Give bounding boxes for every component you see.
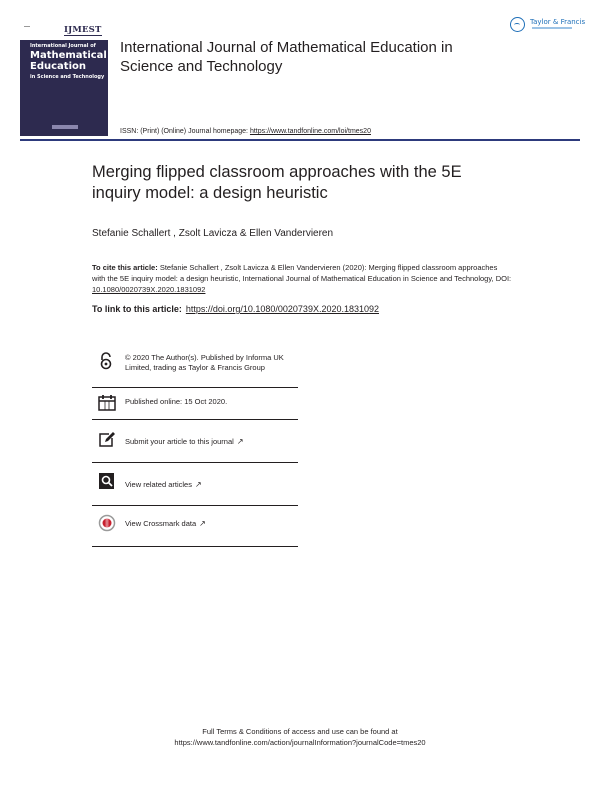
published-panel [92, 394, 298, 412]
cover-mark [24, 26, 30, 30]
panel-divider [92, 462, 298, 463]
journal-title: International Journal of Mathematical Education in Science and Technology [120, 39, 453, 75]
publisher-logo [510, 17, 590, 37]
panel-divider [92, 505, 298, 506]
crossmark-icon [98, 514, 114, 530]
article-link-line [92, 304, 379, 314]
cover-brand: IJMEST [64, 25, 102, 35]
crossmark-link[interactable] [125, 519, 297, 529]
header-rule [20, 139, 580, 141]
submit-article-link[interactable] [125, 437, 297, 447]
panel-divider [92, 546, 298, 547]
cover-line-2: Mathematical Education [30, 50, 107, 72]
article-link-label: To link to this article: [92, 304, 182, 314]
related-articles-link[interactable] [125, 480, 297, 490]
terms-text: Full Terms & Conditions of access and use can be found at [202, 727, 398, 736]
edit-icon [98, 431, 114, 447]
submit-article-panel[interactable] [92, 431, 298, 449]
article-doi-url[interactable]: https://doi.org/10.1080/0020739X.2020.1831092 [185, 304, 380, 314]
crossmark-panel[interactable] [92, 514, 298, 534]
published-date-text: Published online: 15 Oct 2020. [125, 397, 228, 406]
terms-url[interactable]: https://www.tandfonline.com/action/journalInformation?journalCode=tmes20 [174, 738, 426, 747]
citation-label: To cite this article: [92, 263, 158, 272]
journal-homepage-link[interactable]: https://www.tandfonline.com/loi/tmes20 [249, 128, 371, 135]
open-access-lock-icon [98, 352, 114, 368]
submit-article-label: Submit your article to this journal [125, 437, 234, 446]
cover-publisher-mark [52, 125, 78, 129]
citation-doi-link[interactable]: 10.1080/0020739X.2020.1831092 [92, 285, 206, 294]
cover-line-1: International Journal of [30, 43, 96, 49]
cover-line-3: in Science and Technology [30, 74, 105, 80]
search-document-icon [98, 472, 114, 488]
journal-cover-image [20, 24, 108, 136]
open-access-panel [92, 352, 298, 386]
article-authors: Stefanie Schallert , Zsolt Lavicza & Ellen Vandervieren [92, 228, 334, 239]
external-link-icon: ↗ [194, 480, 202, 489]
publisher-logo-icon [510, 17, 525, 32]
related-articles-label: View related articles [125, 480, 192, 489]
publisher-logo-subline [532, 27, 572, 29]
article-title: Merging flipped classroom approaches with the 5E inquiry model: a design heuristic [92, 163, 462, 202]
terms-footer [0, 726, 600, 748]
issn-label: ISSN: (Print) (Online) Journal homepage: [120, 128, 250, 135]
citation-text: Stefanie Schallert , Zsolt Lavicza & Ellen Vandervieren (2020): Merging flipped classroom approaches with the 5E inquiry model: a design heuristic, International Journal of Mathematical Education in Science and Technology, DOI: [92, 263, 512, 283]
panel-divider [92, 419, 298, 420]
crossmark-label: View Crossmark data [125, 519, 197, 528]
external-link-icon: ↗ [236, 437, 244, 446]
external-link-icon: ↗ [199, 519, 206, 528]
issn-line [120, 128, 371, 135]
related-articles-panel[interactable] [92, 472, 298, 490]
calendar-icon [98, 394, 114, 410]
citation-block [92, 262, 512, 295]
copyright-text: © 2020 The Author(s). Published by Informa UK Limited, trading as Taylor & Francis Group [125, 353, 284, 372]
panel-divider [92, 387, 298, 388]
publisher-logo-text: Taylor & Francis [530, 18, 586, 26]
